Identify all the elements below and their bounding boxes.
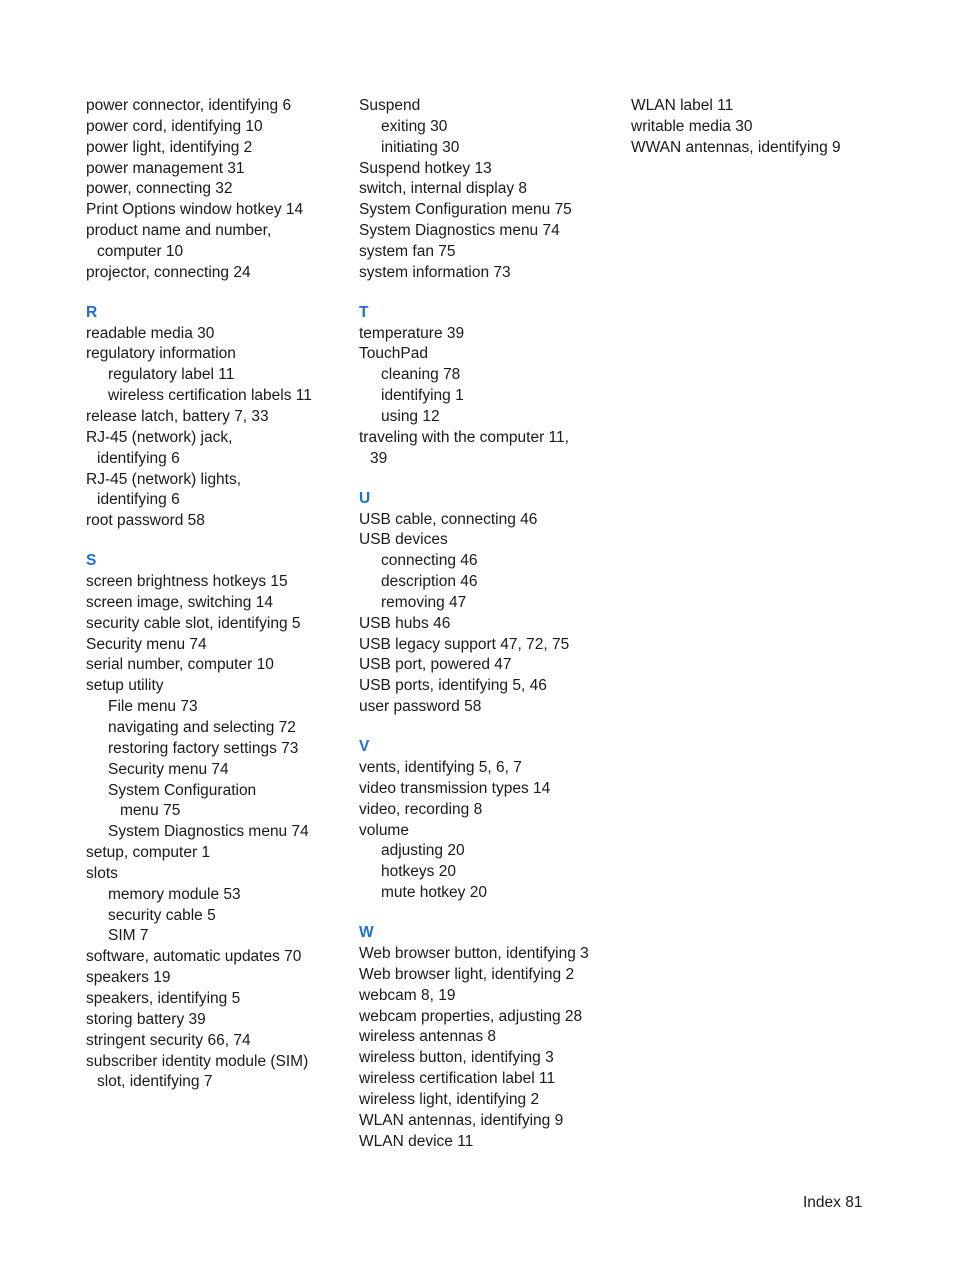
- index-entry: power management 31: [86, 159, 245, 177]
- index-entry: release latch, battery 7, 33: [86, 408, 269, 425]
- index-entry: temperature 39: [359, 324, 465, 342]
- index-entry: Web browser button, identifying 3: [359, 944, 589, 962]
- section-letter: U: [359, 489, 371, 507]
- index-entry: hotkeys 20: [381, 863, 456, 881]
- index-entry: Print Options window hotkey 14: [86, 201, 304, 219]
- index-entry: Security menu 74: [86, 635, 207, 653]
- index-entry: USB devices: [359, 531, 448, 549]
- index-entry: System Configuration menu 75: [359, 201, 572, 219]
- index-entry: serial number, computer 10: [86, 656, 274, 674]
- index-entry: vents, identifying 5, 6, 7: [359, 759, 522, 777]
- index-entry: screen brightness hotkeys 15: [86, 573, 288, 591]
- index-column-2: [359, 96, 619, 1152]
- index-entry: security cable slot, identifying 5: [86, 614, 301, 632]
- index-entry: menu 75: [120, 802, 181, 820]
- index-entry: USB port, powered 47: [359, 656, 512, 674]
- index-column-3: [631, 96, 891, 159]
- index-entry: setup utility: [86, 677, 164, 695]
- index-entry: WLAN device 11: [359, 1132, 474, 1150]
- index-entry: SIM 7: [108, 927, 149, 945]
- index-entry: security cable 5: [108, 906, 216, 924]
- index-entry: description 46: [381, 573, 478, 591]
- index-entry: video transmission types 14: [359, 779, 551, 797]
- index-entry: stringent security 66, 74: [86, 1031, 251, 1049]
- index-entry: webcam 8, 19: [359, 986, 456, 1004]
- index-entry: storing battery 39: [86, 1010, 206, 1028]
- section-letter: W: [359, 924, 374, 942]
- index-entry: user password 58: [359, 698, 482, 716]
- index-entry: System Configuration: [108, 781, 257, 799]
- index-entry: product name and number,: [86, 222, 272, 240]
- index-entry: memory module 53: [108, 885, 241, 903]
- index-entry: writable media 30: [631, 117, 753, 135]
- index-entry: regulatory information: [86, 345, 236, 363]
- index-entry: exiting 30: [381, 117, 448, 135]
- index-entry: video, recording 8: [359, 800, 483, 818]
- index-entry: USB hubs 46: [359, 614, 451, 632]
- index-entry: WLAN label 11: [631, 97, 734, 114]
- index-entry: slot, identifying 7: [97, 1073, 213, 1091]
- index-entry: power light, identifying 2: [86, 138, 253, 156]
- index-entry: power cord, identifying 10: [86, 117, 263, 135]
- index-entry: Suspend hotkey 13: [359, 159, 492, 177]
- index-entry: identifying 1: [381, 387, 464, 405]
- index-entry: navigating and selecting 72: [108, 719, 296, 736]
- index-entry: removing 47: [381, 593, 467, 611]
- index-entry: speakers, identifying 5: [86, 989, 241, 1007]
- index-entry: TouchPad: [359, 345, 428, 363]
- index-entry: Web browser light, identifying 2: [359, 965, 575, 983]
- index-entry: adjusting 20: [381, 842, 465, 860]
- index-entry: connecting 46: [381, 552, 478, 570]
- index-entry: USB ports, identifying 5, 46: [359, 677, 547, 695]
- index-entry: wireless button, identifying 3: [359, 1049, 554, 1067]
- index-entry: cleaning 78: [381, 366, 461, 384]
- index-entry: switch, internal display 8: [359, 180, 527, 198]
- index-entry: projector, connecting 24: [86, 263, 251, 281]
- index-entry: system fan 75: [359, 242, 456, 260]
- index-entry: setup, computer 1: [86, 844, 211, 862]
- index-entry: Suspend: [359, 97, 421, 114]
- index-entry: screen image, switching 14: [86, 593, 273, 611]
- index-column-1: [86, 96, 346, 1093]
- index-entry: wireless light, identifying 2: [359, 1090, 540, 1108]
- index-entry: software, automatic updates 70: [86, 948, 302, 966]
- index-entry: System Diagnostics menu 74: [108, 823, 309, 841]
- index-entry: Security menu 74: [108, 760, 229, 778]
- index-entry: slots: [86, 864, 118, 882]
- index-entry: using 12: [381, 408, 440, 425]
- index-entry: wireless antennas 8: [359, 1028, 496, 1046]
- index-entry: power connector, identifying 6: [86, 97, 292, 114]
- index-entry: power, connecting 32: [86, 180, 233, 198]
- index-entry: restoring factory settings 73: [108, 739, 299, 757]
- index-entry: System Diagnostics menu 74: [359, 222, 560, 240]
- index-entry: identifying 6: [97, 491, 180, 509]
- index-entry: wireless certification label 11: [359, 1070, 556, 1088]
- index-entry: readable media 30: [86, 324, 215, 342]
- index-entry: USB legacy support 47, 72, 75: [359, 635, 570, 653]
- index-entry: root password 58: [86, 512, 205, 530]
- index-entry: computer 10: [97, 242, 184, 260]
- page-footer: Index 81: [803, 1194, 863, 1211]
- index-entry: WLAN antennas, identifying 9: [359, 1111, 564, 1129]
- section-letter: S: [86, 552, 97, 570]
- index-entry: mute hotkey 20: [381, 884, 487, 902]
- index-entry: system information 73: [359, 263, 511, 281]
- index-entry: 39: [370, 449, 388, 467]
- index-entry: USB cable, connecting 46: [359, 510, 538, 528]
- index-entry: RJ-45 (network) jack,: [86, 428, 233, 446]
- index-entry: subscriber identity module (SIM): [86, 1052, 309, 1070]
- index-entry: RJ-45 (network) lights,: [86, 470, 242, 488]
- index-entry: speakers 19: [86, 969, 171, 987]
- index-entry: traveling with the computer 11,: [359, 428, 569, 446]
- index-entry: initiating 30: [381, 138, 460, 156]
- index-entry: identifying 6: [97, 449, 180, 467]
- index-entry: regulatory label 11: [108, 366, 235, 384]
- index-entry: WWAN antennas, identifying 9: [631, 138, 841, 156]
- index-entry: volume: [359, 821, 409, 839]
- index-entry: File menu 73: [108, 698, 198, 716]
- section-letter: T: [359, 303, 369, 321]
- section-letter: R: [86, 303, 98, 321]
- index-entry: webcam properties, adjusting 28: [359, 1007, 583, 1025]
- section-letter: V: [359, 738, 370, 756]
- index-entry: wireless certification labels 11: [108, 387, 312, 405]
